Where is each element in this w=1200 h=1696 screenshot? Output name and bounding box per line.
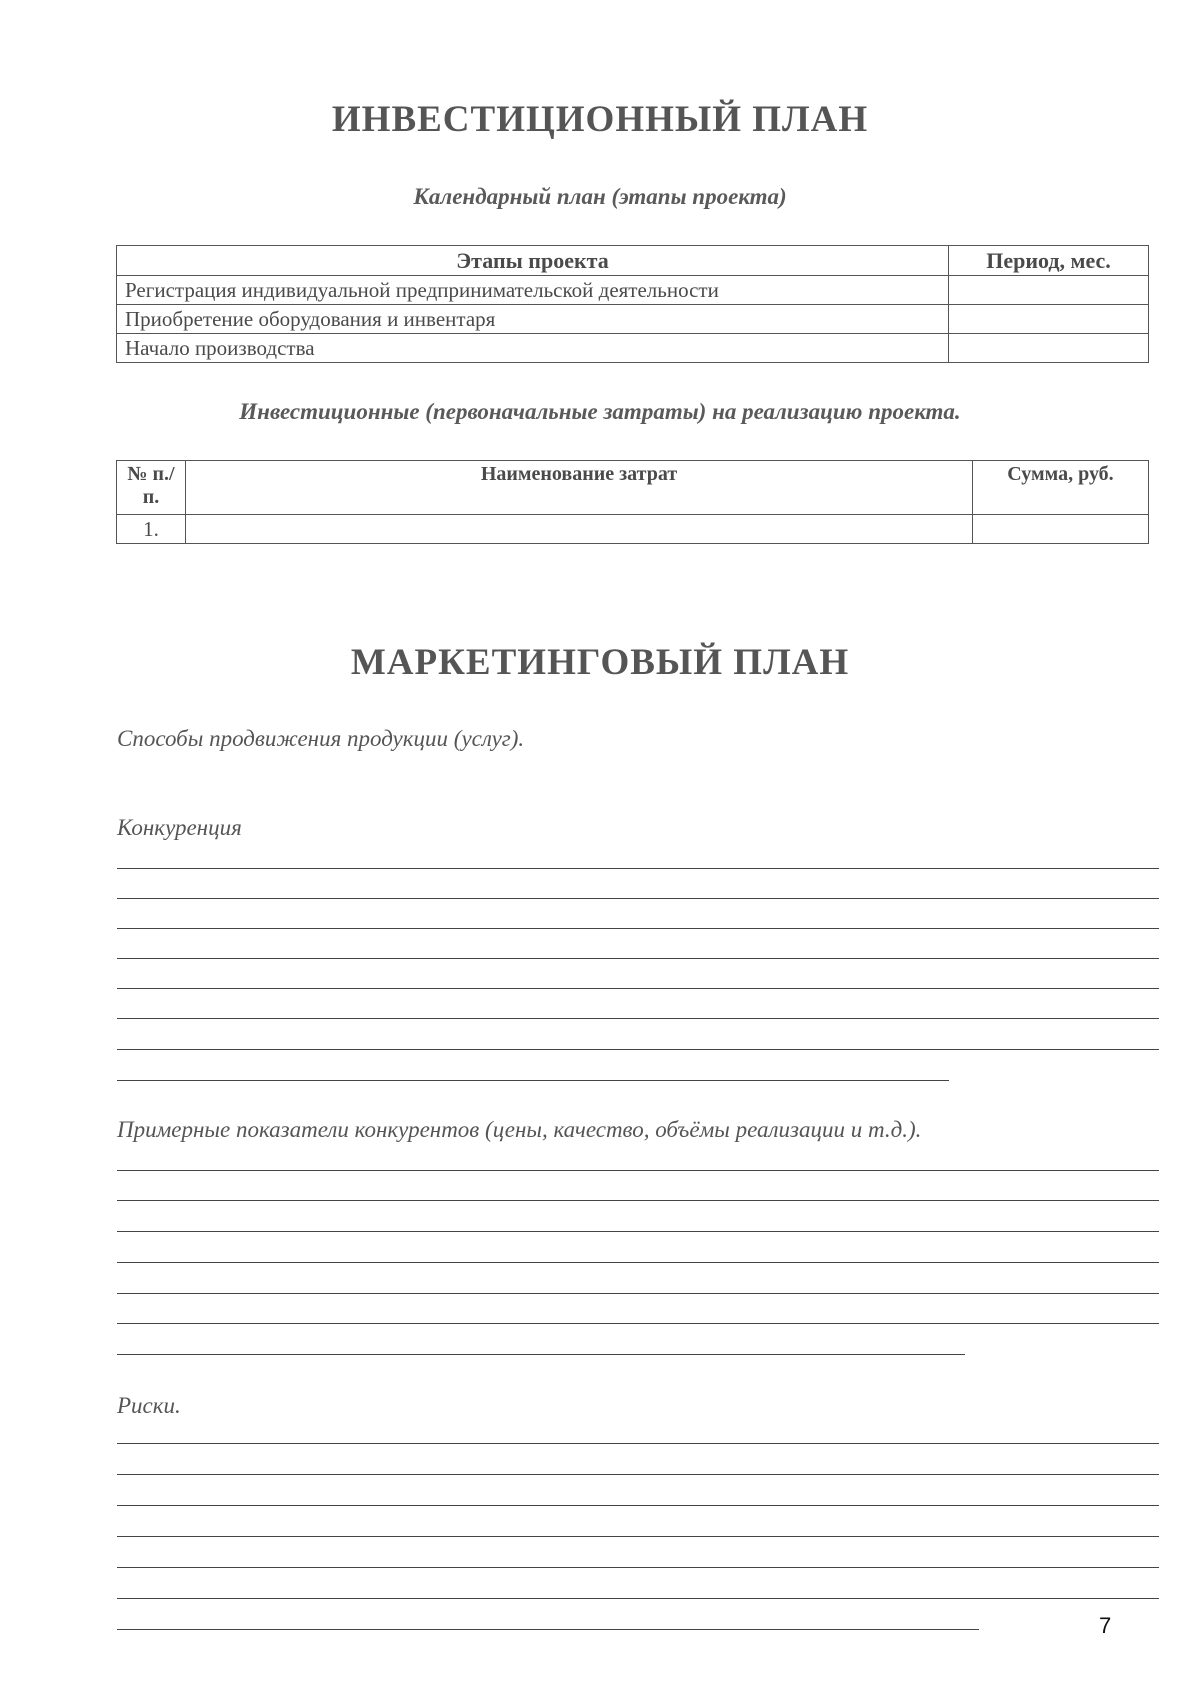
writing-line[interactable] [117,1262,1159,1263]
competition-label: Конкуренция [117,815,242,840]
writing-line[interactable] [117,868,1159,869]
number-cell: 1. [117,515,186,544]
writing-line[interactable] [117,1354,965,1355]
column-header-cost-name: Наименование затрат [186,461,973,515]
writing-line[interactable] [117,1474,1159,1475]
writing-line[interactable] [117,1323,1159,1324]
writing-line[interactable] [117,898,1159,899]
period-cell[interactable] [949,276,1149,305]
writing-line[interactable] [117,1598,1159,1599]
promotion-label: Способы продвижения продукции (услуг). [117,726,525,751]
writing-line[interactable] [117,1049,1159,1050]
table-row [117,334,1149,363]
risks-label: Риски. [117,1393,181,1418]
column-header-number: № п./п. [117,461,186,515]
calendar-plan-table [116,245,1149,363]
investment-plan-title: ИНВЕСТИЦИОННЫЙ ПЛАН [331,99,869,140]
writing-line[interactable] [117,988,1159,989]
column-header-period: Период, мес. [949,246,1149,276]
competitors-indicators-label: Примерные показатели конкурентов (цены, качество, объёмы реализации и т.д.). [117,1117,922,1142]
writing-line[interactable] [117,1080,949,1081]
period-cell[interactable] [949,305,1149,334]
investment-costs-subtitle: Инвестиционные (первоначальные затраты) на реализацию проекта. [239,399,961,424]
table-row [117,515,1149,544]
stage-cell: Приобретение оборудования и инвентаря [117,305,949,334]
investment-costs-table [116,460,1149,544]
writing-line[interactable] [117,1170,1159,1171]
writing-line[interactable] [117,1231,1159,1232]
writing-line[interactable] [117,1200,1159,1201]
writing-line[interactable] [117,958,1159,959]
amount-cell[interactable] [973,515,1149,544]
writing-line[interactable] [117,1505,1159,1506]
column-header-amount: Сумма, руб. [973,461,1149,515]
writing-line[interactable] [117,1567,1159,1568]
stage-cell: Начало производства [117,334,949,363]
calendar-plan-subtitle: Календарный план (этапы проекта) [413,184,787,209]
writing-line[interactable] [117,1293,1159,1294]
writing-line[interactable] [117,1536,1159,1537]
page-number: 7 [1099,1613,1112,1638]
table-row [117,305,1149,334]
table-header-row [117,246,1149,276]
table-header-row [117,461,1149,515]
cost-name-cell[interactable] [186,515,973,544]
column-header-stages: Этапы проекта [117,246,949,276]
period-cell[interactable] [949,334,1149,363]
table-row [117,276,1149,305]
writing-line[interactable] [117,1443,1159,1444]
writing-line[interactable] [117,1629,979,1630]
writing-line[interactable] [117,928,1159,929]
marketing-plan-title: МАРКЕТИНГОВЫЙ ПЛАН [350,642,850,683]
stage-cell: Регистрация индивидуальной предпринимательской деятельности [117,276,949,305]
writing-line[interactable] [117,1018,1159,1019]
